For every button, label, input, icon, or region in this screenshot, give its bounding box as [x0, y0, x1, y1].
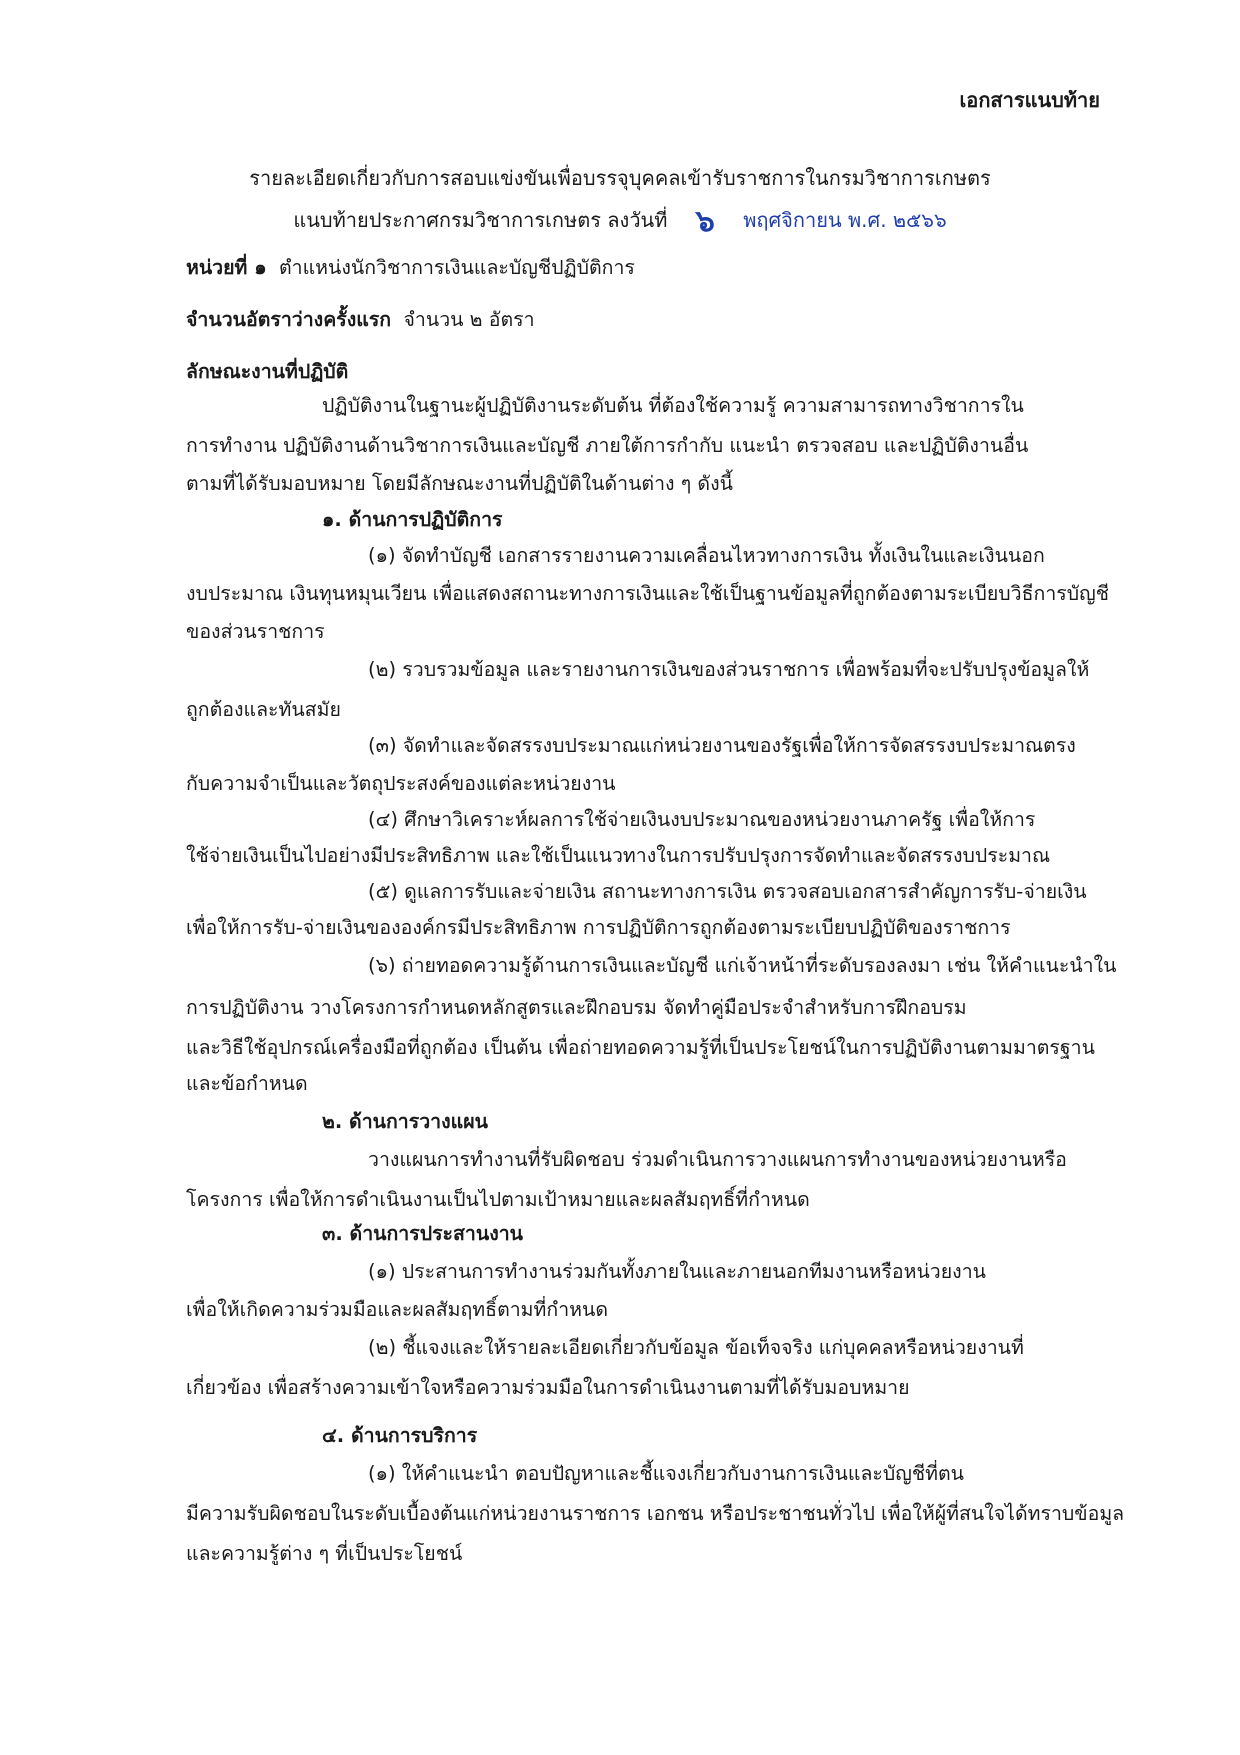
duties-heading: ลักษณะงานที่ปฏิบัติ: [186, 360, 349, 383]
intro-line: การทำงาน ปฏิบัติงานด้านวิชาการเงินและบัญชี ภายใต้การกำกับ แนะนำ ตรวจสอบ และปฏิบัติงานอื่น: [186, 434, 1029, 457]
s4-item1-line: (๑) ให้คำแนะนำ ตอบปัญหาและชี้แจงเกี่ยวกับงานการเงินและบัญชีที่ตน: [368, 1462, 964, 1485]
s1-item3-line: กับความจำเป็นและวัตถุประสงค์ของแต่ละหน่วยงาน: [186, 772, 616, 795]
unit-line: [186, 254, 1116, 282]
s2-item1-line: โครงการ เพื่อให้การดำเนินงานเป็นไปตามเป้าหมายและผลสัมฤทธิ์ที่กำหนด: [186, 1188, 810, 1211]
vacancy-line: [186, 306, 1116, 334]
s1-item6-line: (๖) ถ่ายทอดความรู้ด้านการเงินและบัญชี แก่เจ้าหน้าที่ระดับรองลงมา เช่น ให้คำแนะนำใน: [368, 954, 1117, 977]
s1-item6-line: และวิธีใช้อุปกรณ์เครื่องมือที่ถูกต้อง เป็นต้น เพื่อถ่ายทอดความรู้ที่เป็นประโยชน์ในการปฏิบัติงานตามมาตรฐาน: [186, 1036, 1095, 1059]
s1-item6-line: การปฏิบัติงาน วางโครงการกำหนดหลักสูตรและฝึกอบรม จัดทำคู่มือประจำสำหรับการฝึกอบรม: [186, 996, 967, 1019]
s3-item2-line: เกี่ยวข้อง เพื่อสร้างความเข้าใจหรือความร่วมมือในการดำเนินงานตามที่ได้รับมอบหมาย: [186, 1376, 910, 1399]
document-subtitle: [0, 198, 1240, 245]
intro-line: ปฏิบัติงานในฐานะผู้ปฏิบัติงานระดับต้น ที่ต้องใช้ความรู้ ความสามารถทางวิชาการใน: [322, 394, 1024, 417]
vacancy-value: จำนวน ๒ อัตรา: [403, 308, 535, 331]
s1-item2-line: ถูกต้องและทันสมัย: [186, 698, 341, 721]
s1-item1-line: (๑) จัดทำบัญชี เอกสารรายงานความเคลื่อนไหวทางการเงิน ทั้งเงินในและเงินนอก: [368, 544, 1045, 567]
section-3-heading: ๓. ด้านการประสานงาน: [322, 1222, 524, 1245]
s3-item1-line: (๑) ประสานการทำงานร่วมกันทั้งภายในและภายนอกทีมงานหรือหน่วยงาน: [368, 1260, 986, 1283]
s2-item1-line: วางแผนการทำงานที่รับผิดชอบ ร่วมดำเนินการวางแผนการทำงานของหน่วยงานหรือ: [368, 1148, 1067, 1171]
subtitle-date: พฤศจิกายน พ.ศ. ๒๕๖๖: [743, 208, 947, 232]
s1-item2-line: (๒) รวบรวมข้อมูล และรายงานการเงินของส่วนราชการ เพื่อพร้อมที่จะปรับปรุงข้อมูลให้: [368, 658, 1090, 681]
s1-item6-line: และข้อกำหนด: [186, 1072, 308, 1095]
intro-line: ตามที่ได้รับมอบหมาย โดยมีลักษณะงานที่ปฏิบัติในด้านต่าง ๆ ดังนี้: [186, 472, 733, 495]
section-4-heading: ๔. ด้านการบริการ: [322, 1424, 478, 1447]
s1-item5-line: (๕) ดูแลการรับและจ่ายเงิน สถานะทางการเงิน ตรวจสอบเอกสารสำคัญการรับ-จ่ายเงิน: [368, 880, 1087, 903]
unit-label: หน่วยที่ ๑: [186, 256, 267, 279]
s1-item3-line: (๓) จัดทำและจัดสรรงบประมาณแก่หน่วยงานของรัฐเพื่อให้การจัดสรรงบประมาณตรง: [368, 734, 1076, 757]
section-2-heading: ๒. ด้านการวางแผน: [322, 1110, 488, 1133]
s4-item1-line: และความรู้ต่าง ๆ ที่เป็นประโยชน์: [186, 1542, 463, 1565]
s3-item1-line: เพื่อให้เกิดความร่วมมือและผลสัมฤทธิ์ตามที่กำหนด: [186, 1298, 608, 1321]
document-title: รายละเอียดเกี่ยวกับการสอบแข่งขันเพื่อบรรจุบุคคลเข้ารับราชการในกรมวิชาการเกษตร: [249, 166, 991, 190]
s3-item2-line: (๒) ชี้แจงและให้รายละเอียดเกี่ยวกับข้อมูล ข้อเท็จจริง แก่บุคคลหรือหน่วยงานที่: [368, 1336, 1024, 1359]
subtitle-prefix: แนบท้ายประกาศกรมวิชาการเกษตร ลงวันที่: [293, 208, 668, 232]
s1-item1-line: ของส่วนราชการ: [186, 620, 325, 643]
s1-item4-line: (๔) ศึกษาวิเคราะห์ผลการใช้จ่ายเงินงบประมาณของหน่วยงานภาครัฐ เพื่อให้การ: [368, 808, 1036, 831]
s4-item1-line: มีความรับผิดชอบในระดับเบื้องต้นแก่หน่วยงานราชการ เอกชน หรือประชาชนทั่วไป เพื่อให้ผู้ที่สนใจได้ทราบข้อมูล: [186, 1502, 1125, 1525]
annex-label: เอกสารแนบท้าย: [959, 88, 1100, 112]
s1-item5-line: เพื่อให้การรับ-จ่ายเงินขององค์กรมีประสิทธิภาพ การปฏิบัติการถูกต้องตามระเบียบปฏิบัติของราชการ: [186, 916, 1011, 939]
section-1-heading: ๑. ด้านการปฏิบัติการ: [322, 508, 503, 531]
s1-item1-line: งบประมาณ เงินทุนหมุนเวียน เพื่อแสดงสถานะทางการเงินและใช้เป็นฐานข้อมูลที่ถูกต้องตามระเบียบวิธีการบัญชี: [186, 582, 1109, 605]
vacancy-label: จำนวนอัตราว่างครั้งแรก: [186, 308, 392, 331]
handwritten-day: ๖: [695, 204, 715, 239]
s1-item4-line: ใช้จ่ายเงินเป็นไปอย่างมีประสิทธิภาพ และใช้เป็นแนวทางในการปรับปรุงการจัดทำและจัดสรรงบประมาณ: [186, 844, 1051, 867]
unit-position: ตำแหน่งนักวิชาการเงินและบัญชีปฏิบัติการ: [279, 256, 635, 279]
